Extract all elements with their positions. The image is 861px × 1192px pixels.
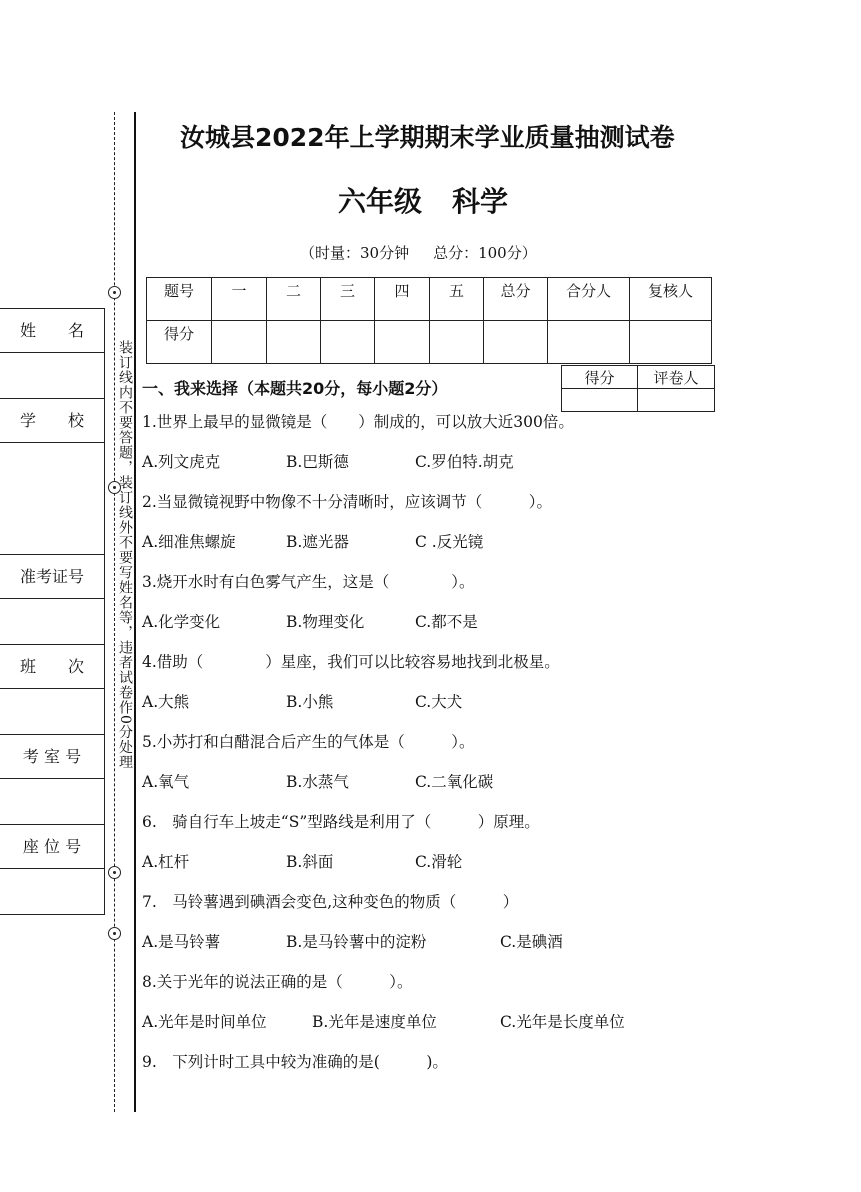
grade-label: 六年级: [338, 185, 423, 218]
score-header-cell: 题号: [147, 278, 212, 321]
grader-table: [561, 365, 715, 412]
score-header-cell: 复核人: [630, 278, 712, 321]
question-option[interactable]: C.是碘酒: [500, 933, 563, 951]
binding-circle-mark: [108, 927, 121, 940]
score-table: [146, 277, 712, 364]
score-cell[interactable]: [375, 321, 430, 364]
question-option[interactable]: B.水蒸气: [286, 773, 349, 791]
score-cell[interactable]: [484, 321, 548, 364]
student-info-box-top: [0, 308, 105, 443]
grader-header-cell: 评卷人: [638, 366, 715, 389]
question-option[interactable]: C.光年是长度单位: [500, 1013, 625, 1031]
seat-label: 座 位 号: [0, 825, 104, 869]
grader-header-cell: 得分: [562, 366, 638, 389]
question-text: 8.关于光年的说法正确的是（ ）。: [142, 973, 413, 991]
question-option[interactable]: A.杠杆: [142, 853, 190, 871]
score-header-cell: 合分人: [548, 278, 630, 321]
exam-subtitle: [338, 180, 508, 220]
question-option[interactable]: A.是马铃薯: [142, 933, 221, 951]
question-text: 1.世界上最早的显微镜是（ ）制成的，可以放大近300倍。: [142, 413, 574, 431]
name-label: 姓 名: [0, 309, 104, 353]
question-option[interactable]: C.罗伯特.胡克: [415, 453, 514, 471]
score-header-cell: 二: [267, 278, 321, 321]
binding-solid-line: [134, 112, 136, 1112]
score-header-cell: 总分: [484, 278, 548, 321]
seat-field[interactable]: [0, 869, 104, 913]
question-option[interactable]: B.光年是速度单位: [312, 1013, 437, 1031]
room-label: 考 室 号: [0, 735, 104, 779]
subject-label: 科学: [452, 185, 509, 218]
question-option[interactable]: B.斜面: [286, 853, 334, 871]
score-row-label: 得分: [147, 321, 212, 364]
exam-id-field[interactable]: [0, 599, 104, 645]
time-info: （时量：30分钟: [300, 244, 410, 262]
exam-id-label: 准考证号: [0, 555, 104, 599]
question-text: 6. 骑自行车上坡走“S”型路线是利用了（ ）原理。: [142, 813, 540, 831]
class-field[interactable]: [0, 689, 104, 735]
question-option[interactable]: C.滑轮: [415, 853, 463, 871]
binding-circle-mark: [108, 286, 121, 299]
score-table-header-row: [147, 278, 712, 321]
question-option[interactable]: B.物理变化: [286, 613, 365, 631]
question-option[interactable]: C .反光镜: [415, 533, 484, 551]
question-option[interactable]: A.大熊: [142, 693, 190, 711]
question-option[interactable]: C.大犬: [415, 693, 463, 711]
room-field[interactable]: [0, 779, 104, 825]
binding-circle-mark: [108, 866, 121, 879]
school-field[interactable]: [0, 443, 104, 555]
grader-cell[interactable]: [638, 389, 715, 412]
question-text: 5.小苏打和白醋混合后产生的气体是（ ）。: [142, 733, 475, 751]
question-text: 2.当显微镜视野中物像不十分清晰时，应该调节（ ）。: [142, 493, 553, 511]
score-info: 总分：100分）: [433, 244, 537, 262]
binding-dashed-line: [114, 112, 115, 1112]
score-cell[interactable]: [548, 321, 630, 364]
question-text: 7. 马铃薯遇到碘酒会变色,这种变色的物质（ ）: [142, 893, 519, 911]
score-header-cell: 一: [212, 278, 267, 321]
score-cell[interactable]: [267, 321, 321, 364]
grader-cell[interactable]: [562, 389, 638, 412]
question-text: 4.借助（ ）星座，我们可以比较容易地找到北极星。: [142, 653, 560, 671]
exam-info: [300, 242, 537, 263]
score-cell[interactable]: [430, 321, 484, 364]
score-header-cell: 三: [321, 278, 375, 321]
school-label: 学 校: [19, 411, 84, 430]
score-header-cell: 五: [430, 278, 484, 321]
student-info-box-bottom: [0, 443, 105, 915]
name-field[interactable]: [0, 353, 104, 399]
question-option[interactable]: A.氧气: [142, 773, 190, 791]
binding-note: 装订线内不要答题，装订线外不要写姓名等，违者试卷作0分处理: [117, 340, 133, 770]
class-label: 班 次: [0, 645, 104, 689]
question-text: 9. 下列计时工具中较为准确的是( )。: [142, 1053, 448, 1071]
score-cell[interactable]: [321, 321, 375, 364]
question-option[interactable]: C.都不是: [415, 613, 478, 631]
question-option[interactable]: A.细准焦螺旋: [142, 533, 236, 551]
score-header-cell: 四: [375, 278, 430, 321]
exam-title: 汝城县2022年上学期期末学业质量抽测试卷: [180, 123, 675, 152]
question-option[interactable]: A.光年是时间单位: [142, 1013, 267, 1031]
question-option[interactable]: B.小熊: [286, 693, 334, 711]
question-option[interactable]: A.列文虎克: [142, 453, 221, 471]
question-text: 3.烧开水时有白色雾气产生，这是（ ）。: [142, 573, 475, 591]
question-option[interactable]: B.是马铃薯中的淀粉: [286, 933, 427, 951]
question-option[interactable]: B.巴斯德: [286, 453, 349, 471]
question-option[interactable]: B.遮光器: [286, 533, 349, 551]
question-option[interactable]: C.二氧化碳: [415, 773, 494, 791]
score-cell[interactable]: [630, 321, 712, 364]
section-title: 一、我来选择（本题共20分，每小题2分）: [142, 379, 448, 398]
question-option[interactable]: A.化学变化: [142, 613, 221, 631]
score-table-score-row: [147, 321, 712, 364]
score-cell[interactable]: [212, 321, 267, 364]
